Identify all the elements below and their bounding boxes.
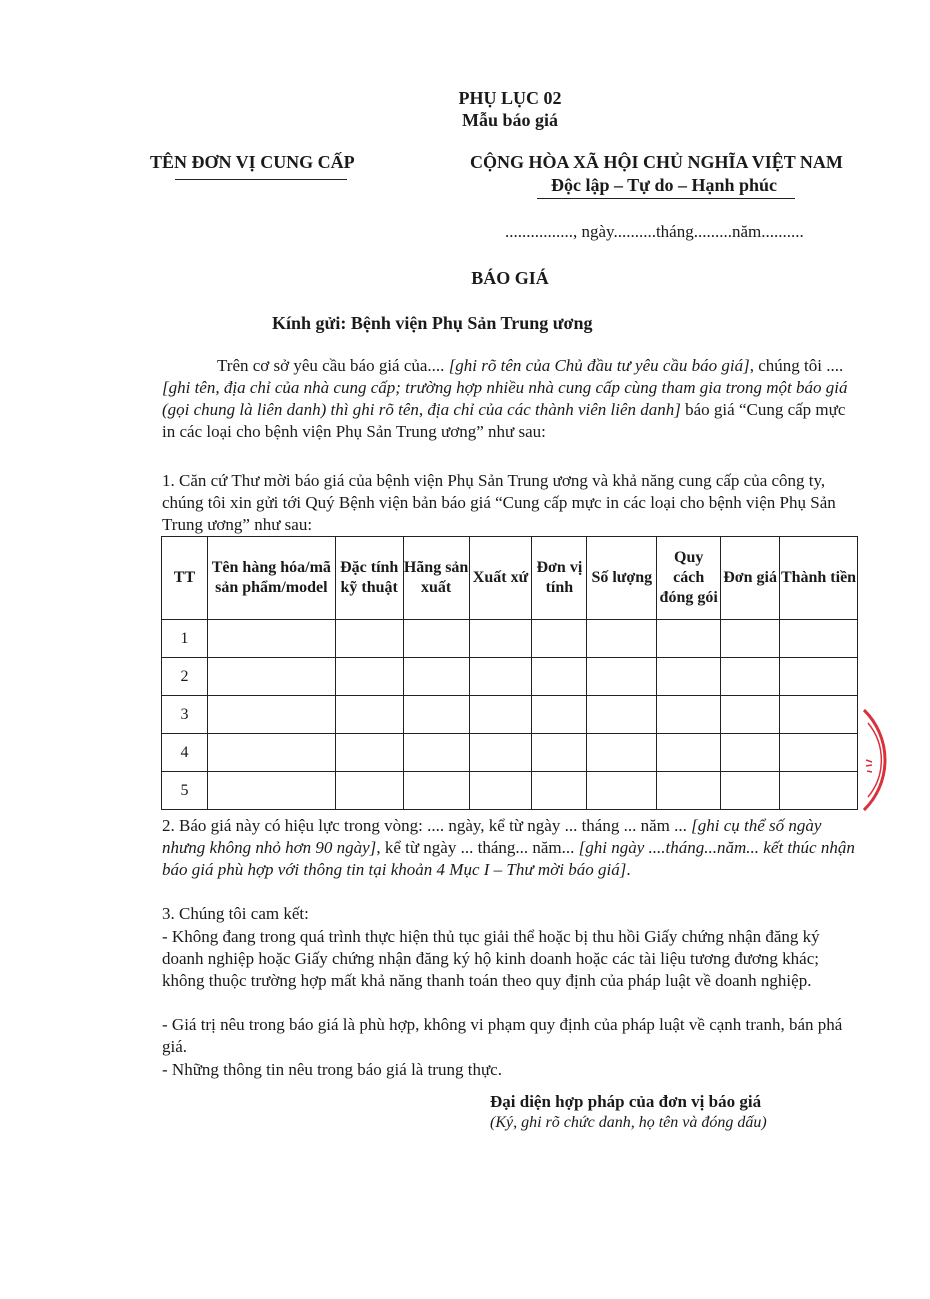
col-header-unit: Đơn vị tính xyxy=(532,537,587,620)
recipient-line: Kính gửi: Bệnh viện Phụ Sản Trung ương xyxy=(272,313,593,333)
supplier-unit: TÊN ĐƠN VỊ CUNG CẤP xyxy=(150,152,355,172)
table-cell xyxy=(469,620,532,658)
table-cell xyxy=(469,696,532,734)
table-cell xyxy=(207,658,335,696)
motto-underline xyxy=(537,198,795,199)
col-header-specs: Đặc tính kỹ thuật xyxy=(335,537,403,620)
table-cell xyxy=(207,620,335,658)
table-row xyxy=(162,734,858,772)
commitment-2: - Giá trị nêu trong báo giá là phù hợp, không vi phạm quy định của pháp luật về cạnh tranh, bán phá giá. xyxy=(162,1015,843,1056)
row-number: 1 xyxy=(162,620,208,658)
intro-paragraph xyxy=(162,355,858,443)
table-cell xyxy=(721,696,780,734)
table-cell xyxy=(587,658,657,696)
section-2-note-date: [ghi ngày ....tháng...năm... kết thúc nhận báo giá phù hợp với thông tin tại khoản 4 Mục I – Thư mời báo giá] xyxy=(162,838,855,879)
intro-mid: , chúng tôi .... xyxy=(749,356,844,375)
table-cell xyxy=(532,620,587,658)
section-3-title: 3. Chúng tôi cam kết: xyxy=(162,904,309,923)
intro-note-supplier: [ghi tên, địa chỉ của nhà cung cấp; trường hợp nhiều nhà cung cấp cùng tham gia trong một báo giá (gọi chung là liên danh) thì ghi rõ tên, địa chỉ của các thành viên liên danh] xyxy=(162,378,848,419)
table-row xyxy=(162,696,858,734)
table-cell xyxy=(469,772,532,810)
table-cell xyxy=(587,734,657,772)
stamp-fragment-icon xyxy=(842,705,922,815)
table-cell xyxy=(469,658,532,696)
table-cell xyxy=(207,772,335,810)
table-cell xyxy=(532,696,587,734)
table-cell xyxy=(207,696,335,734)
col-header-tt: TT xyxy=(162,537,208,620)
table-cell xyxy=(403,620,469,658)
table-cell xyxy=(335,772,403,810)
table-cell xyxy=(780,658,858,696)
col-header-product: Tên hàng hóa/mã sản phẩm/model xyxy=(207,537,335,620)
table-cell xyxy=(657,658,721,696)
table-row xyxy=(162,772,858,810)
table-cell xyxy=(335,734,403,772)
table-cell xyxy=(469,734,532,772)
table-cell xyxy=(587,696,657,734)
national-motto: Độc lập – Tự do – Hạnh phúc xyxy=(550,175,778,195)
table-cell xyxy=(403,772,469,810)
signature-note: (Ký, ghi rõ chức danh, họ tên và đóng dấu) xyxy=(490,1114,767,1131)
col-header-manufacturer: Hãng sản xuất xyxy=(403,537,469,620)
table-cell xyxy=(587,772,657,810)
table-cell xyxy=(721,620,780,658)
quote-table xyxy=(161,536,858,810)
row-number: 4 xyxy=(162,734,208,772)
col-header-unit-price: Đơn giá xyxy=(721,537,780,620)
table-cell xyxy=(532,734,587,772)
form-subtitle: Mẫu báo giá xyxy=(461,110,558,130)
table-cell xyxy=(403,696,469,734)
section-1-paragraph: 1. Căn cứ Thư mời báo giá của bệnh viện Phụ Sản Trung ương và khả năng cung cấp của công ty, chúng tôi xin gửi tới Quý Bệnh viện bản báo giá “Cung cấp mực in các loại cho bệnh viện Phụ Sản Trung ương” như sau: xyxy=(162,471,836,534)
table-cell xyxy=(335,620,403,658)
table-row xyxy=(162,620,858,658)
table-header-row xyxy=(162,537,858,620)
document-title: BÁO GIÁ xyxy=(471,268,549,288)
table-cell xyxy=(657,772,721,810)
table-cell xyxy=(403,734,469,772)
table-row xyxy=(162,658,858,696)
row-number: 3 xyxy=(162,696,208,734)
table-cell xyxy=(657,620,721,658)
intro-lead: Trên cơ sở yêu cầu báo giá của.... xyxy=(217,356,449,375)
intro-note-requester: [ghi rõ tên của Chủ đầu tư yêu cầu báo giá] xyxy=(448,356,750,375)
row-number: 5 xyxy=(162,772,208,810)
col-header-origin: Xuất xứ xyxy=(469,537,532,620)
appendix-title: PHỤ LỤC 02 xyxy=(458,88,562,108)
table-cell xyxy=(587,620,657,658)
section-2-note-days: [ghi cụ thể số ngày nhưng không nhỏ hơn 90 ngày] xyxy=(162,816,822,857)
table-cell xyxy=(532,658,587,696)
section-2-mid: , kể từ ngày ... tháng... năm... xyxy=(376,838,579,857)
date-line: ................, ngày..........tháng.........năm.......... xyxy=(505,222,804,241)
signature-title: Đại diện hợp pháp của đơn vị báo giá xyxy=(490,1092,762,1111)
table-cell xyxy=(207,734,335,772)
table-cell xyxy=(403,658,469,696)
supplier-underline xyxy=(175,179,347,180)
table-cell xyxy=(721,658,780,696)
table-cell xyxy=(657,734,721,772)
col-header-total: Thành tiền xyxy=(780,537,858,620)
table-cell xyxy=(721,734,780,772)
table-cell xyxy=(532,772,587,810)
row-number: 2 xyxy=(162,658,208,696)
col-header-packaging: Quy cách đóng gói xyxy=(657,537,721,620)
table-cell xyxy=(335,658,403,696)
section-2-lead: 2. Báo giá này có hiệu lực trong vòng: .... ngày, kể từ ngày ... tháng ... năm ... xyxy=(162,816,692,835)
col-header-quantity: Số lượng xyxy=(587,537,657,620)
commitment-3: - Những thông tin nêu trong báo giá là trung thực. xyxy=(162,1060,502,1079)
section-2-paragraph xyxy=(162,815,858,881)
table-cell xyxy=(657,696,721,734)
commitment-1: - Không đang trong quá trình thực hiện thủ tục giải thể hoặc bị thu hồi Giấy chứng nhận đăng ký doanh nghiệp hoặc Giấy chứng nhận đăng ký hộ kinh doanh hoặc các tài liệu tương đương khác; không thuộc trường hợp mất khả năng thanh toán theo quy định của pháp luật về doanh nghiệp. xyxy=(162,927,820,990)
table-cell xyxy=(721,772,780,810)
intro-tail: báo giá “Cung cấp mực in các loại cho bệnh viện Phụ Sản Trung ương” như sau: xyxy=(162,400,846,441)
table-cell xyxy=(335,696,403,734)
section-2-tail: . xyxy=(626,860,631,879)
table-cell xyxy=(780,620,858,658)
country-name: CỘNG HÒA XÃ HỘI CHỦ NGHĨA VIỆT NAM xyxy=(470,152,843,172)
